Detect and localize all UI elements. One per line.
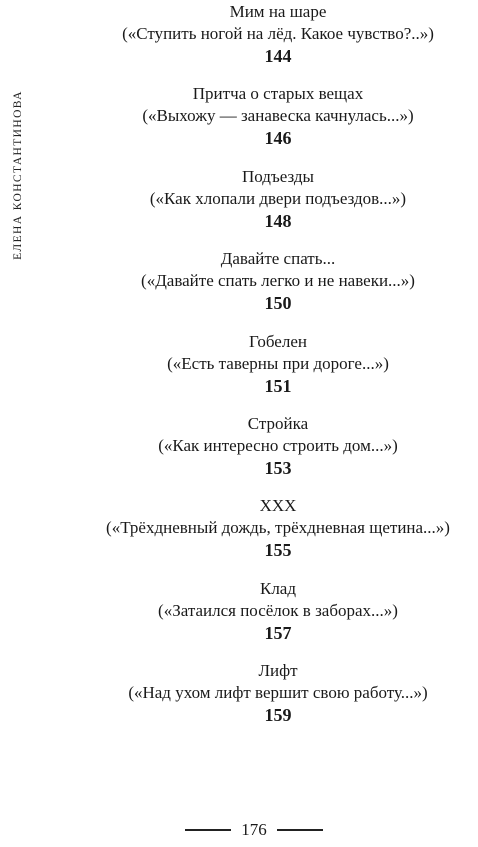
poem-page-number: 157 <box>264 622 292 643</box>
poem-title: Стройка <box>247 413 309 433</box>
running-head-margin <box>0 0 34 847</box>
footer-rule-left <box>185 829 231 830</box>
poem-title: XXX <box>259 496 297 516</box>
poem-first-line: («Выхожу — занавеска качнулась...») <box>142 106 414 126</box>
toc-entry <box>58 412 478 494</box>
poem-first-line: («Есть таверны при дороге...») <box>167 353 389 373</box>
toc-entry <box>58 247 478 329</box>
poem-page-number: 148 <box>264 210 292 231</box>
poem-page-number: 146 <box>264 128 292 149</box>
poem-page-number: 159 <box>264 705 292 726</box>
toc-entry <box>58 494 478 576</box>
poem-page-number: 155 <box>264 540 292 561</box>
toc-entry <box>58 577 478 659</box>
poem-first-line: («Как интересно строить дом...») <box>158 435 398 455</box>
poem-page-number: 144 <box>264 46 292 66</box>
page-footer <box>0 820 478 840</box>
poem-page-number: 151 <box>264 375 292 396</box>
poem-first-line: («Давайте спать легко и не навеки...») <box>141 271 415 291</box>
poem-first-line: («Трёхдневный дождь, трёхдневная щетина...») <box>106 518 450 538</box>
poem-first-line: («Как хлопали двери подъездов...») <box>149 188 407 208</box>
toc-entry <box>58 0 478 82</box>
poem-first-line: («Ступить ногой на лёд. Какое чувство?..») <box>122 24 434 43</box>
poem-title: Лифт <box>258 661 298 681</box>
poem-title: Мим на шаре <box>229 2 327 21</box>
poem-title: Давайте спать... <box>220 249 336 269</box>
poem-title: Подъезды <box>242 166 314 186</box>
toc-entry <box>58 165 478 247</box>
table-of-contents <box>58 0 478 742</box>
toc-entry <box>58 330 478 412</box>
poem-title: Гобелен <box>249 331 307 351</box>
poem-page-number: 150 <box>264 293 292 314</box>
footer-rule-right <box>277 829 323 830</box>
poem-first-line: («Затаился посёлок в заборах...») <box>158 600 398 620</box>
toc-entry <box>58 659 478 741</box>
running-head-author: ЕЛЕНА КОНСТАНТИНОВА <box>12 90 24 260</box>
poem-page-number: 153 <box>264 457 292 478</box>
poem-title: Клад <box>259 578 297 598</box>
poem-title: Притча о старых вещах <box>192 84 364 104</box>
folio-page-number: 176 <box>241 820 267 839</box>
poem-first-line: («Над ухом лифт вершит свою работу...») <box>128 683 428 703</box>
toc-entry <box>58 82 478 164</box>
